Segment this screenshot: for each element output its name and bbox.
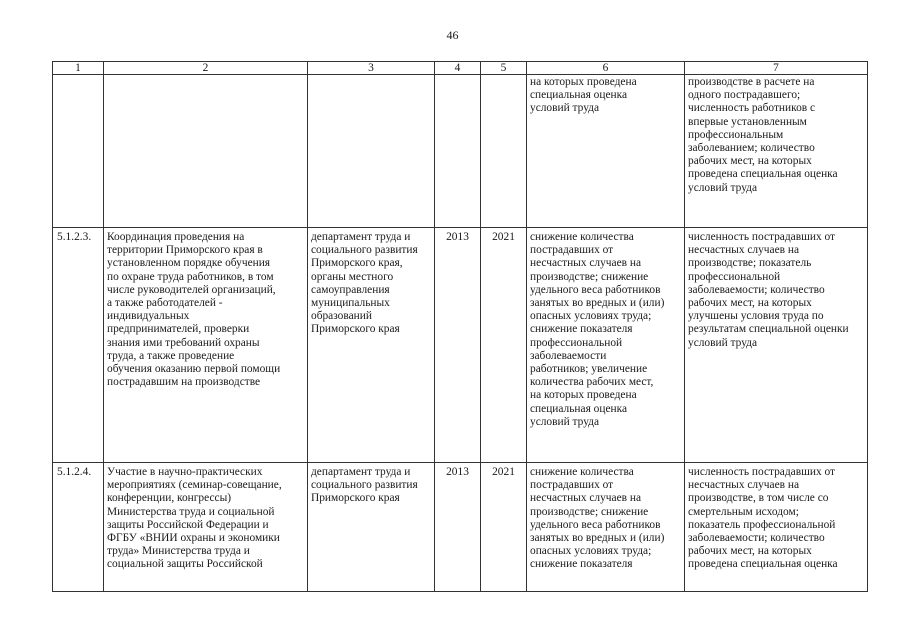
page-number: 46 xyxy=(446,28,459,42)
table-row xyxy=(53,463,868,592)
expected-result-cell: снижение количества пострадавших от несчастных случаев на производстве; снижение удельного веса работников занятых во вредных и (или) опасных условиях труда; снижение показателя xyxy=(527,463,685,592)
column-number: 4 xyxy=(435,62,481,75)
indicator-cell: численность пострадавших от несчастных случаев на производстве, в том числе со смертельным исходом; показатель профессиональной заболеваемости; количество рабочих мест, на которых проведена специальная оценка xyxy=(685,463,868,592)
measure-id-cell: 5.1.2.3. xyxy=(53,228,104,463)
measure-id-cell: 5.1.2.4. xyxy=(53,463,104,592)
measure-name-cell: Координация проведения на территории Приморского края в установленном порядке обучения по охране труда работников, в том числе руководителей организаций, а также работодателей - индивидуальных предпринимателей, проверки знания ими требований охраны труда, а также проведение обучения оказанию первой помощи пострадавшим на производстве xyxy=(104,228,308,463)
end-year-cell xyxy=(481,75,527,228)
column-number: 6 xyxy=(527,62,685,75)
executor-cell: департамент труда и социального развития Приморского края, органы местного самоуправления муниципальных образований Приморского края xyxy=(308,228,435,463)
indicator-cell: численность пострадавших от несчастных случаев на производстве; показатель профессиональной заболеваемости; количество рабочих мест, на которых улучшены условия труда по результатам специальной оценки условий труда xyxy=(685,228,868,463)
executor-cell: департамент труда и социального развития Приморского края xyxy=(308,463,435,592)
column-number-row xyxy=(53,62,868,75)
start-year-cell: 2013 xyxy=(435,463,481,592)
expected-result-cell: на которых проведена специальная оценка условий труда xyxy=(527,75,685,228)
column-number: 5 xyxy=(481,62,527,75)
start-year-cell: 2013 xyxy=(435,228,481,463)
executor-cell xyxy=(308,75,435,228)
start-year-cell xyxy=(435,75,481,228)
end-year-cell: 2021 xyxy=(481,228,527,463)
end-year-cell: 2021 xyxy=(481,463,527,592)
measure-name-cell: Участие в научно-практических мероприятиях (семинар-совещание, конференции, конгрессы) Министерства труда и социальной защиты Российской Федерации и ФГБУ «ВНИИ охраны и экономики труда» Министерства труда и социальной защиты Российской xyxy=(104,463,308,592)
column-number: 1 xyxy=(53,62,104,75)
indicator-cell: производстве в расчете на одного пострадавшего; численность работников с впервые установленным профессиональным заболеванием; количество рабочих мест, на которых проведена специальная оценка условий труда xyxy=(685,75,868,228)
expected-result-cell: снижение количества пострадавших от несчастных случаев на производстве; снижение удельного веса работников занятых во вредных и (или) опасных условиях труда; снижение показателя профессиональной заболеваемости работников; увеличение количества рабочих мест, на которых проведена специальная оценка условий труда xyxy=(527,228,685,463)
measure-id-cell xyxy=(53,75,104,228)
table-row xyxy=(53,228,868,463)
column-number: 3 xyxy=(308,62,435,75)
column-number: 7 xyxy=(685,62,868,75)
column-number: 2 xyxy=(104,62,308,75)
program-measures-table xyxy=(52,61,868,592)
measure-name-cell xyxy=(104,75,308,228)
table-row xyxy=(53,75,868,228)
